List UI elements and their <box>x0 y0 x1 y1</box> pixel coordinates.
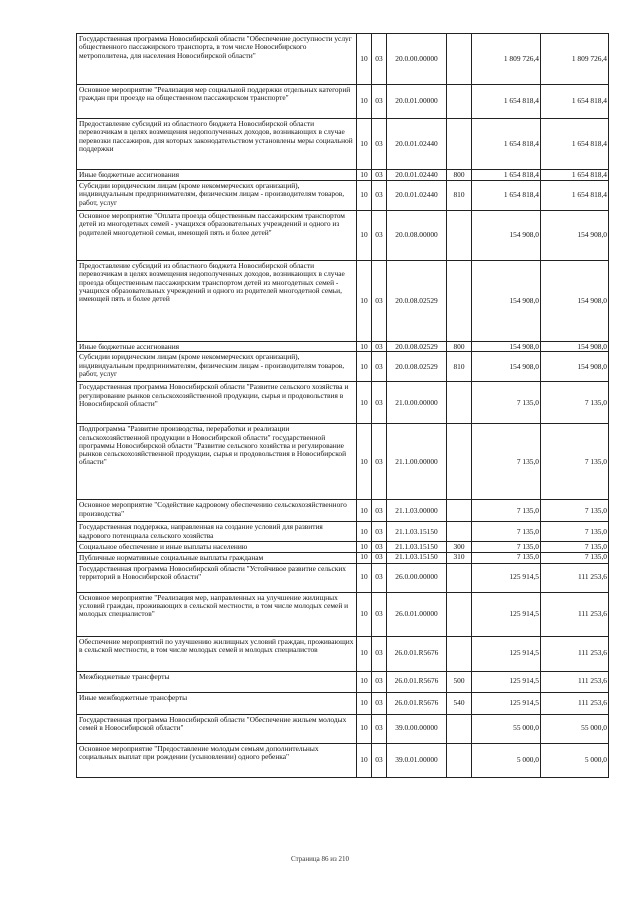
row-name: Основное мероприятие "Реализация мер, направленных на улучшение жилищных условий граждан, проживающих в сельской местности, в том числе молодых семей и молодых специалистов" <box>77 592 357 636</box>
row-target-article: 20.0.00.00000 <box>387 34 447 85</box>
row-section: 10 <box>357 714 372 743</box>
row-expense-type: 540 <box>447 692 472 714</box>
row-amount-year-2: 111 253,6 <box>541 692 609 714</box>
row-amount-year-2: 5 000,0 <box>541 743 609 777</box>
row-expense-type <box>447 592 472 636</box>
row-subsection: 03 <box>372 211 387 261</box>
row-amount-year-1: 55 000,0 <box>472 714 541 743</box>
row-amount-year-1: 7 135,0 <box>472 500 541 522</box>
table-row <box>77 522 609 542</box>
table-row <box>77 714 609 743</box>
row-amount-year-2: 1 654 818,4 <box>541 170 609 181</box>
row-section: 10 <box>357 352 372 382</box>
row-section: 10 <box>357 342 372 352</box>
row-name: Основное мероприятие "Содействие кадровому обеспечению сельскохозяйственного производства" <box>77 500 357 522</box>
row-amount-year-2: 7 135,0 <box>541 542 609 552</box>
row-section: 10 <box>357 743 372 777</box>
row-name: Субсидии юридическим лицам (кроме некоммерческих организаций), индивидуальным предпринимателям, физическим лицам - производителям товаров, работ, услуг <box>77 352 357 382</box>
row-name: Государственная программа Новосибирской области "Развитие сельского хозяйства и регулирование рынков сельскохозяйственной продукции, сырья и продовольствия в Новосибирской области" <box>77 382 357 424</box>
row-amount-year-2: 154 908,0 <box>541 211 609 261</box>
row-expense-type: 300 <box>447 542 472 552</box>
row-subsection: 03 <box>372 424 387 500</box>
row-target-article: 21.0.00.00000 <box>387 382 447 424</box>
page-number: Страница 86 из 210 <box>291 855 349 863</box>
row-subsection: 03 <box>372 500 387 522</box>
row-name: Основное мероприятие "Оплата проезда общественным пассажирским транспортом детей из многодетных семей - учащихся образовательных учреждений и одного из родителей многодетной семьи, имеющей пять и более детей" <box>77 211 357 261</box>
row-name: Иные бюджетные ассигнования <box>77 170 357 181</box>
row-amount-year-1: 5 000,0 <box>472 743 541 777</box>
table-row <box>77 261 609 342</box>
row-expense-type: 800 <box>447 170 472 181</box>
row-target-article: 26.0.01.00000 <box>387 592 447 636</box>
row-amount-year-1: 1 654 818,4 <box>472 119 541 170</box>
row-amount-year-1: 154 908,0 <box>472 261 541 342</box>
row-subsection: 03 <box>372 714 387 743</box>
table-row <box>77 743 609 777</box>
row-section: 10 <box>357 424 372 500</box>
row-subsection: 03 <box>372 636 387 671</box>
table-body <box>77 34 609 778</box>
row-amount-year-2: 1 809 726,4 <box>541 34 609 85</box>
row-expense-type <box>447 261 472 342</box>
row-subsection: 03 <box>372 352 387 382</box>
row-amount-year-1: 1 654 818,4 <box>472 85 541 119</box>
table-row <box>77 382 609 424</box>
row-section: 10 <box>357 692 372 714</box>
row-expense-type: 810 <box>447 181 472 211</box>
row-name: Иные межбюджетные трансферты <box>77 692 357 714</box>
row-name: Субсидии юридическим лицам (кроме некоммерческих организаций), индивидуальным предпринимателям, физическим лицам - производителям товаров, работ, услуг <box>77 181 357 211</box>
table-row <box>77 181 609 211</box>
row-section: 10 <box>357 500 372 522</box>
table-row <box>77 85 609 119</box>
row-amount-year-2: 111 253,6 <box>541 563 609 592</box>
row-section: 10 <box>357 522 372 542</box>
row-target-article: 21.1.03.15150 <box>387 522 447 542</box>
row-amount-year-1: 7 135,0 <box>472 552 541 563</box>
row-section: 10 <box>357 34 372 85</box>
row-target-article: 20.0.01.02440 <box>387 181 447 211</box>
row-amount-year-1: 1 654 818,4 <box>472 181 541 211</box>
row-name: Предоставление субсидий из областного бюджета Новосибирской области перевозчикам в целях возмещения недополученных доходов, возникающих в случае перевозки пассажиров, для которых законодательством установлены меры социальной поддержки <box>77 119 357 170</box>
row-expense-type <box>447 563 472 592</box>
row-subsection: 03 <box>372 170 387 181</box>
row-subsection: 03 <box>372 181 387 211</box>
table-row <box>77 563 609 592</box>
row-amount-year-1: 154 908,0 <box>472 342 541 352</box>
row-amount-year-1: 7 135,0 <box>472 522 541 542</box>
row-name: Основное мероприятие "Предоставление молодым семьям дополнительных социальных выплат при рождении (усыновлении) одного ребенка" <box>77 743 357 777</box>
row-target-article: 26.0.00.00000 <box>387 563 447 592</box>
row-section: 10 <box>357 671 372 692</box>
row-expense-type: 500 <box>447 671 472 692</box>
row-amount-year-1: 1 809 726,4 <box>472 34 541 85</box>
row-target-article: 20.0.08.00000 <box>387 211 447 261</box>
row-subsection: 03 <box>372 592 387 636</box>
row-section: 10 <box>357 552 372 563</box>
table-row <box>77 542 609 552</box>
row-target-article: 39.0.00.00000 <box>387 714 447 743</box>
row-amount-year-2: 111 253,6 <box>541 636 609 671</box>
row-name: Государственная программа Новосибирской области "Обеспечение доступности услуг общественного пассажирского транспорта, в том числе Новосибирского метрополитена, для населения Новосибирской области" <box>77 34 357 85</box>
row-target-article: 20.0.01.00000 <box>387 85 447 119</box>
row-target-article: 21.1.03.15150 <box>387 552 447 563</box>
budget-table <box>76 33 609 778</box>
row-amount-year-1: 7 135,0 <box>472 542 541 552</box>
row-name: Государственная поддержка, направленная на создание условий для развития кадрового потенциала сельского хозяйства <box>77 522 357 542</box>
row-amount-year-2: 7 135,0 <box>541 424 609 500</box>
row-subsection: 03 <box>372 85 387 119</box>
table-row <box>77 34 609 85</box>
row-subsection: 03 <box>372 552 387 563</box>
row-target-article: 20.0.08.02529 <box>387 342 447 352</box>
row-target-article: 20.0.08.02529 <box>387 352 447 382</box>
row-amount-year-2: 111 253,6 <box>541 592 609 636</box>
row-expense-type <box>447 119 472 170</box>
row-amount-year-2: 1 654 818,4 <box>541 85 609 119</box>
row-amount-year-2: 154 908,0 <box>541 261 609 342</box>
row-target-article: 21.1.03.00000 <box>387 500 447 522</box>
row-amount-year-2: 7 135,0 <box>541 382 609 424</box>
row-expense-type <box>447 636 472 671</box>
row-subsection: 03 <box>372 692 387 714</box>
row-section: 10 <box>357 563 372 592</box>
row-name: Государственная программа Новосибирской области "Обеспечение жильем молодых семей в Новосибирской области" <box>77 714 357 743</box>
row-section: 10 <box>357 382 372 424</box>
row-expense-type <box>447 382 472 424</box>
row-amount-year-2: 154 908,0 <box>541 342 609 352</box>
row-amount-year-2: 1 654 818,4 <box>541 119 609 170</box>
row-amount-year-1: 154 908,0 <box>472 211 541 261</box>
table-row <box>77 119 609 170</box>
table-row <box>77 692 609 714</box>
table-row <box>77 170 609 181</box>
row-expense-type: 800 <box>447 342 472 352</box>
row-expense-type <box>447 714 472 743</box>
row-name: Предоставление субсидий из областного бюджета Новосибирской области перевозчикам в целях возмещения недополученных доходов, возникающих в случае проезда общественным пассажирским транспортом детей из многодетных семей - учащихся образовательных учреждений и одного из родителей многодетной семьи, имеющей пять и более детей <box>77 261 357 342</box>
row-name: Обеспечение мероприятий по улучшению жилищных условий граждан, проживающих в сельской местности, в том числе молодых семей и молодых специалистов <box>77 636 357 671</box>
row-expense-type <box>447 34 472 85</box>
row-target-article: 26.0.01.R5676 <box>387 636 447 671</box>
row-expense-type <box>447 743 472 777</box>
row-amount-year-1: 125 914,5 <box>472 692 541 714</box>
row-subsection: 03 <box>372 382 387 424</box>
table-row <box>77 342 609 352</box>
row-subsection: 03 <box>372 563 387 592</box>
row-amount-year-1: 1 654 818,4 <box>472 170 541 181</box>
table-row <box>77 424 609 500</box>
row-name: Социальное обеспечение и иные выплаты населению <box>77 542 357 552</box>
row-target-article: 21.1.00.00000 <box>387 424 447 500</box>
row-amount-year-2: 7 135,0 <box>541 552 609 563</box>
row-section: 10 <box>357 119 372 170</box>
row-expense-type: 310 <box>447 552 472 563</box>
row-name: Межбюджетные трансферты <box>77 671 357 692</box>
row-expense-type <box>447 211 472 261</box>
row-section: 10 <box>357 170 372 181</box>
row-amount-year-2: 111 253,6 <box>541 671 609 692</box>
row-section: 10 <box>357 636 372 671</box>
row-subsection: 03 <box>372 261 387 342</box>
row-expense-type: 810 <box>447 352 472 382</box>
row-expense-type <box>447 85 472 119</box>
table-row <box>77 552 609 563</box>
row-subsection: 03 <box>372 34 387 85</box>
table-row <box>77 352 609 382</box>
row-target-article: 26.0.01.R5676 <box>387 671 447 692</box>
row-amount-year-1: 7 135,0 <box>472 382 541 424</box>
row-amount-year-1: 125 914,5 <box>472 592 541 636</box>
table-row <box>77 671 609 692</box>
row-name: Подпрограмма "Развитие производства, переработки и реализации сельскохозяйственной продукции в Новосибирской области" государственной программы Новосибирской области "Развитие сельского хозяйства и регулирование рынков сельскохозяйственной продукции, сырья и продовольствия в Новосибирской области" <box>77 424 357 500</box>
table-row <box>77 500 609 522</box>
row-section: 10 <box>357 85 372 119</box>
row-amount-year-1: 125 914,5 <box>472 636 541 671</box>
row-subsection: 03 <box>372 342 387 352</box>
row-amount-year-2: 7 135,0 <box>541 500 609 522</box>
row-target-article: 20.0.08.02529 <box>387 261 447 342</box>
row-amount-year-2: 7 135,0 <box>541 522 609 542</box>
row-name: Иные бюджетные ассигнования <box>77 342 357 352</box>
row-target-article: 26.0.01.R5676 <box>387 692 447 714</box>
row-amount-year-1: 7 135,0 <box>472 424 541 500</box>
row-amount-year-1: 125 914,5 <box>472 563 541 592</box>
row-section: 10 <box>357 261 372 342</box>
row-subsection: 03 <box>372 522 387 542</box>
table-row <box>77 636 609 671</box>
row-expense-type <box>447 522 472 542</box>
row-subsection: 03 <box>372 119 387 170</box>
row-target-article: 39.0.01.00000 <box>387 743 447 777</box>
row-expense-type <box>447 424 472 500</box>
row-name: Публичные нормативные социальные выплаты гражданам <box>77 552 357 563</box>
row-amount-year-1: 154 908,0 <box>472 352 541 382</box>
row-subsection: 03 <box>372 671 387 692</box>
row-target-article: 20.0.01.02440 <box>387 170 447 181</box>
row-target-article: 21.1.03.15150 <box>387 542 447 552</box>
table-row <box>77 592 609 636</box>
row-section: 10 <box>357 542 372 552</box>
row-subsection: 03 <box>372 542 387 552</box>
row-section: 10 <box>357 181 372 211</box>
row-name: Государственная программа Новосибирской области "Устойчивое развитие сельских территорий в Новосибирской области" <box>77 563 357 592</box>
row-amount-year-2: 154 908,0 <box>541 352 609 382</box>
row-name: Основное мероприятие "Реализация мер социальной поддержки отдельных категорий граждан при проезде на общественном пассажирском транспорте" <box>77 85 357 119</box>
row-amount-year-2: 55 000,0 <box>541 714 609 743</box>
table-row <box>77 211 609 261</box>
row-amount-year-1: 125 914,5 <box>472 671 541 692</box>
row-target-article: 20.0.01.02440 <box>387 119 447 170</box>
row-amount-year-2: 1 654 818,4 <box>541 181 609 211</box>
row-section: 10 <box>357 592 372 636</box>
row-section: 10 <box>357 211 372 261</box>
row-subsection: 03 <box>372 743 387 777</box>
row-expense-type <box>447 500 472 522</box>
